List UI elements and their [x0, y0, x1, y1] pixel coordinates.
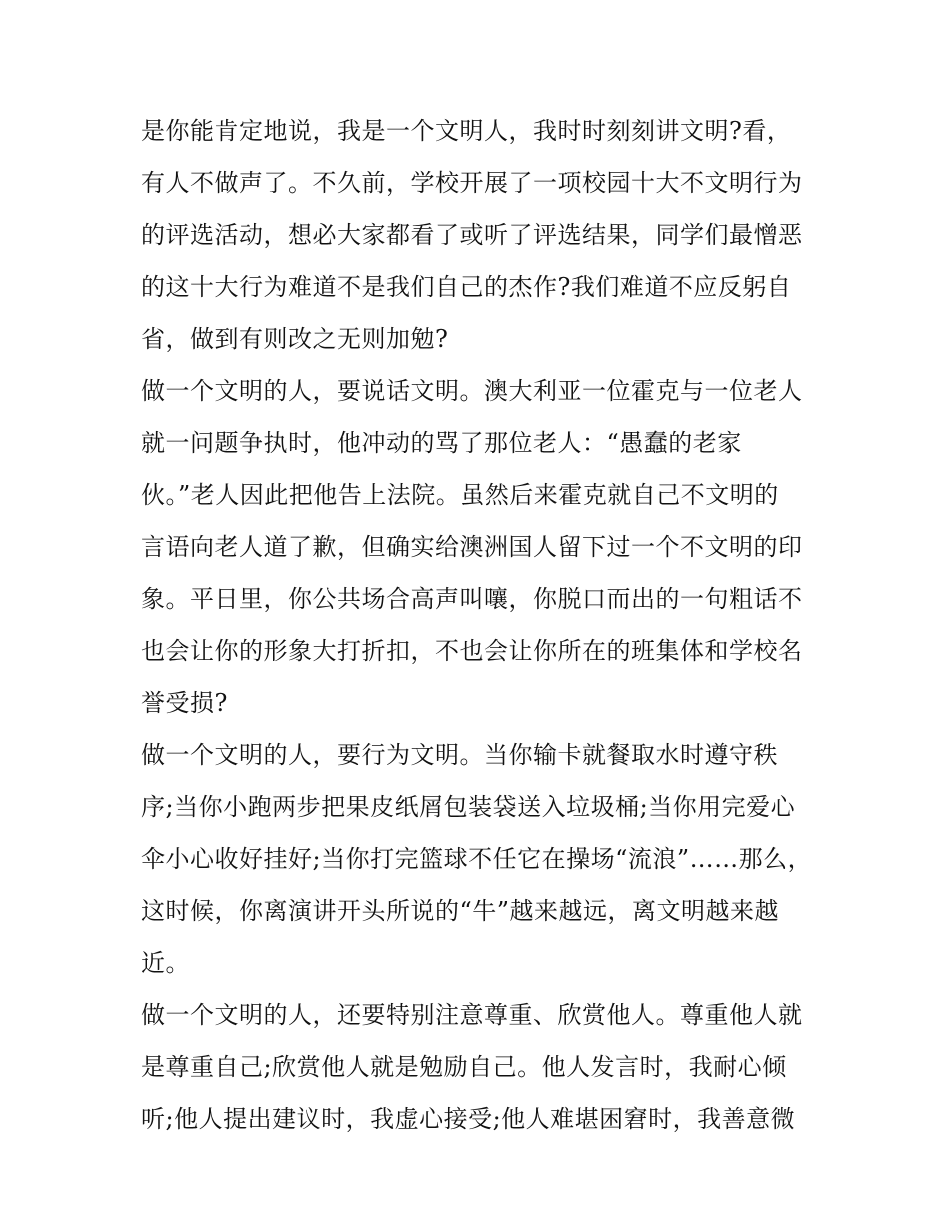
- text-line: 的这十大行为难道不是我们自己的杰作?我们难道不应反躬自: [141, 273, 792, 301]
- text-line: 就一问题争执时，他冲动的骂了那位老人：“愚蠢的老家: [141, 429, 742, 457]
- text-line: 的评选活动，想必大家都看了或听了评选结果，同学们最憎恶: [141, 221, 803, 249]
- text-line: 近。: [141, 949, 190, 977]
- text-line: 誉受损?: [141, 689, 228, 717]
- text-line: 做一个文明的人，要行为文明。当你输卡就餐取水时遵守秩: [141, 741, 778, 769]
- text-line: 有人不做声了。不久前，学校开展了一项校园十大不文明行为: [141, 169, 803, 197]
- text-line: 省，做到有则改之无则加勉?: [141, 325, 449, 353]
- text-line: 听;他人提出建议时，我虚心接受;他人难堪困窘时，我善意微: [141, 1105, 796, 1133]
- text-line: 象。平日里，你公共场合高声叫嚷，你脱口而出的一句粗话不: [141, 585, 803, 613]
- document-body: [141, 105, 813, 1145]
- text-line: 也会让你的形象大打折扣，不也会让你所在的班集体和学校名: [141, 637, 803, 665]
- text-line: 伞小心收好挂好;当你打完篮球不任它在操场“流浪”……那么，: [141, 845, 813, 873]
- text-line: 做一个文明的人，要说话文明。澳大利亚一位霍克与一位老人: [141, 377, 803, 405]
- text-line: 这时候，你离演讲开头所说的“牛”越来越远，离文明越来越: [141, 897, 780, 925]
- text-line: 序;当你小跑两步把果皮纸屑包装袋送入垃圾桶;当你用完爱心: [141, 793, 796, 821]
- text-line: 做一个文明的人，还要特别注意尊重、欣赏他人。尊重他人就: [141, 1001, 803, 1029]
- text-line: 伙。”老人因此把他告上法院。虽然后来霍克就自己不文明的: [141, 481, 779, 509]
- text-line: 言语向老人道了歉，但确实给澳洲国人留下过一个不文明的印: [141, 533, 803, 561]
- text-line: 是你能肯定地说，我是一个文明人，我时时刻刻讲文明?看，: [141, 117, 792, 145]
- text-line: 是尊重自己;欣赏他人就是勉励自己。他人发言时，我耐心倾: [141, 1053, 787, 1081]
